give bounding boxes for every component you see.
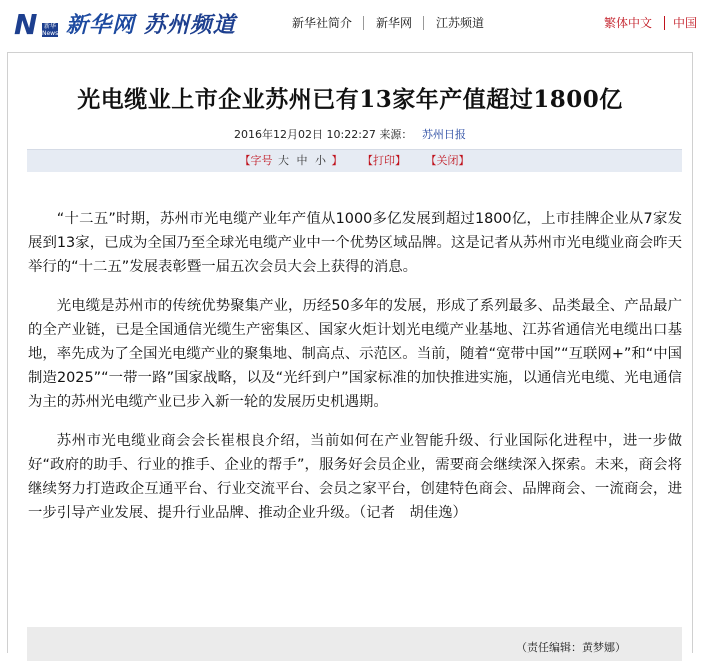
- nav-jiangsu-channel[interactable]: 江苏频道: [436, 16, 485, 30]
- editor-bar: [27, 627, 682, 661]
- logo-mark-letter: N: [14, 8, 36, 41]
- font-size-group: [240, 154, 347, 167]
- nav-xinhuanet[interactable]: 新华网: [376, 16, 413, 30]
- logo-mark-small: 新华 News: [42, 23, 59, 37]
- article-body: [28, 207, 682, 539]
- font-size-close-bracket: 】: [331, 154, 343, 167]
- responsible-editor: （责任编辑：黄梦娜）: [516, 641, 626, 654]
- print-button[interactable]: 【打印】: [362, 154, 406, 167]
- source-label: 来源：: [379, 128, 413, 141]
- nav-divider: [363, 16, 364, 30]
- close-button[interactable]: 【关闭】: [425, 154, 470, 167]
- top-nav: [288, 14, 495, 31]
- logo-brand: 新华网: [66, 12, 136, 38]
- article-datetime: 2016年12月02日 10:22:27: [234, 128, 376, 141]
- lang-divider: [664, 16, 665, 30]
- nav-divider: [423, 16, 424, 30]
- logo-text: [66, 8, 236, 39]
- article-paragraph: 光电缆是苏州市的传统优势聚集产业，历经50多年的发展，形成了系列最多、品类最全、产品最广的全产业链，已是全国通信光缆生产密集区、国家火炬计划光电缆产业基地、江苏省通信光电缆出口基地，率先成为了全国光电缆产业的聚集地、制高点、示范区。当前，随着“宽带中国”“互联网+”和“中国制造2025”“一带一路”国家战略，以及“光纤到户”国家标准的加快推进实施，以通信光电缆、光电通信为主的苏州光电缆产业已步入新一轮的发展历史机遇期。: [28, 297, 682, 411]
- logo-channel: 苏州频道: [143, 12, 236, 38]
- lang-china[interactable]: 中国: [673, 16, 698, 30]
- font-large-button[interactable]: 大: [278, 154, 289, 167]
- font-medium-button[interactable]: 中: [296, 154, 308, 167]
- xinhua-logo[interactable]: [14, 6, 236, 40]
- article-paragraph: “十二五”时期，苏州市光电缆产业年产值从1000多亿发展到超过1800亿，上市挂牌企业从7家发展到13家，已成为全国乃至全球光电缆产业中一个优势区域品牌。这是记者从苏州市光电缆业商会昨天举行的“十二五”发展表彰暨一届五次会员大会上获得的消息。: [28, 211, 682, 276]
- article-paragraph: 苏州市光电缆业商会会长崔根良介绍，当前如何在产业智能升级、行业国际化进程中，进一步做好“政府的助手、行业的推手、企业的帮手”，服务好会员企业，需要商会继续深入探索。未来，商会将继续努力打造政企互通平台、行业交流平台、会员之家平台，创建特色商会、品牌商会、一流商会，进一步引导产业发展、提升行业品牌、推动企业升级。（记者 胡佳逸）: [28, 432, 682, 522]
- article-frame: [7, 52, 693, 653]
- article-source-link[interactable]: 苏州日报: [421, 128, 466, 141]
- font-small-button[interactable]: 小: [315, 154, 326, 167]
- logo-mark: [14, 7, 60, 39]
- lang-traditional-chinese[interactable]: 繁体中文: [604, 16, 653, 30]
- top-header: [0, 0, 704, 46]
- article-meta: [8, 126, 692, 142]
- nav-xinhua-intro[interactable]: 新华社简介: [292, 16, 353, 30]
- article-toolbar: [27, 149, 682, 172]
- article-title: 光电缆业上市企业苏州已有13家年产值超过1800亿: [77, 86, 623, 113]
- language-links: [604, 14, 697, 31]
- font-size-label: 【字号: [239, 154, 273, 167]
